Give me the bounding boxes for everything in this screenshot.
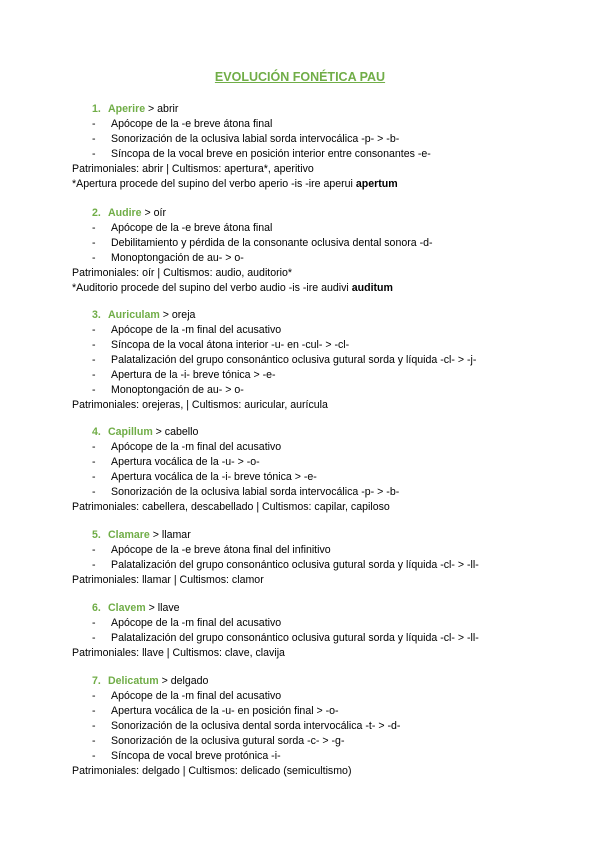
step-item: - Síncopa de vocal breve protónica -i- <box>92 750 281 762</box>
step-item: - Apertura vocálica de la -i- breve tónica > -e- <box>92 471 317 483</box>
step-item: - Monoptongación de au- > o- <box>92 252 244 264</box>
step-item: - Palatalización del grupo consonántico oclusiva gutural sorda y líquida -cl- > -j- <box>92 354 477 366</box>
summary-line: Patrimoniales: orejeras, | Cultismos: auricular, aurícula <box>72 399 328 411</box>
step-item: - Apertura de la -i- breve tónica > -e- <box>92 369 276 381</box>
result-word: > cabello <box>152 426 199 438</box>
entry-heading <box>0 601 600 616</box>
entry-number: 1. <box>92 103 101 115</box>
entry-audire <box>0 206 600 296</box>
step-item: - Palatalización del grupo consonántico oclusiva gutural sorda y líquida -cl- > -ll- <box>92 632 479 644</box>
step-item: - Apócope de la -m final del acusativo <box>92 617 282 629</box>
supine-form: auditum <box>351 282 393 294</box>
result-word: > llave <box>145 602 180 614</box>
entry-capillum <box>0 425 600 515</box>
summary-line: Patrimoniales: cabellera, descabellado | Cultismos: capilar, capiloso <box>72 501 390 513</box>
latin-word: Clamare <box>108 529 150 541</box>
entry-heading <box>0 102 600 117</box>
note-line: *Auditorio procede del supino del verbo audio -is -ire audivi auditum <box>72 282 393 294</box>
entry-aperire <box>0 102 600 192</box>
summary-line: Patrimoniales: oír | Cultismos: audio, auditorio* <box>72 267 293 279</box>
entry-heading <box>0 425 600 440</box>
entry-auriculam <box>0 308 600 413</box>
result-word: > oreja <box>159 309 196 321</box>
note-line: *Apertura procede del supino del verbo aperio -is -ire aperui apertum <box>72 178 398 190</box>
step-item: - Apócope de la -m final del acusativo <box>92 324 282 336</box>
step-item: - Monoptongación de au- > o- <box>92 384 244 396</box>
result-word: > oír <box>141 207 166 219</box>
supine-form: apertum <box>355 178 398 190</box>
entry-heading <box>0 308 600 323</box>
entry-clavem <box>0 601 600 661</box>
entry-heading <box>0 674 600 689</box>
latin-word: Auriculam <box>108 309 160 321</box>
step-item: - Síncopa de la vocal átona interior -u- en -cul- > -cl- <box>92 339 350 351</box>
entry-heading <box>0 528 600 543</box>
entry-number: 7. <box>92 675 101 687</box>
entry-number: 2. <box>92 207 101 219</box>
step-item: - Palatalización del grupo consonántico oclusiva gutural sorda y líquida -cl- > -ll- <box>92 559 479 571</box>
latin-word: Audire <box>108 207 142 219</box>
summary-line: Patrimoniales: llamar | Cultismos: clamor <box>72 574 264 586</box>
step-item: - Sonorización de la oclusiva labial sorda intervocálica -p- > -b- <box>92 486 400 498</box>
entry-number: 4. <box>92 426 101 438</box>
step-item: - Sonorización de la oclusiva dental sorda intervocálica -t- > -d- <box>92 720 401 732</box>
latin-word: Capillum <box>108 426 153 438</box>
summary-line: Patrimoniales: abrir | Cultismos: apertura*, aperitivo <box>72 163 314 175</box>
entry-heading <box>0 206 600 221</box>
step-item: - Apócope de la -e breve átona final <box>92 118 273 130</box>
summary-line: Patrimoniales: llave | Cultismos: clave, clavija <box>72 647 285 659</box>
entry-number: 5. <box>92 529 101 541</box>
step-item: - Sonorización de la oclusiva labial sorda intervocálica -p- > -b- <box>92 133 400 145</box>
step-item: - Apertura vocálica de la -u- > -o- <box>92 456 260 468</box>
latin-word: Clavem <box>108 602 146 614</box>
step-item: - Apertura vocálica de la -u- en posición final > -o- <box>92 705 339 717</box>
step-item: - Apócope de la -e breve átona final del infinitivo <box>92 544 331 556</box>
step-item: - Apócope de la -e breve átona final <box>92 222 273 234</box>
latin-word: Aperire <box>108 103 146 115</box>
step-item: - Sonorización de la oclusiva gutural sorda -c- > -g- <box>92 735 345 747</box>
page-title: EVOLUCIÓN FONÉTICA PAU <box>214 70 386 84</box>
summary-line: Patrimoniales: delgado | Cultismos: delicado (semicultismo) <box>72 765 352 777</box>
step-item: - Apócope de la -m final del acusativo <box>92 690 282 702</box>
step-item: - Síncopa de la vocal breve en posición interior entre consonantes -e- <box>92 148 431 160</box>
result-word: > llamar <box>149 529 191 541</box>
latin-word: Delicatum <box>108 675 159 687</box>
entry-number: 6. <box>92 602 101 614</box>
result-word: > delgado <box>158 675 209 687</box>
entry-delicatum <box>0 674 600 779</box>
step-item: - Apócope de la -m final del acusativo <box>92 441 282 453</box>
entry-number: 3. <box>92 309 101 321</box>
entry-clamare <box>0 528 600 588</box>
step-item: - Debilitamiento y pérdida de la consonante oclusiva dental sonora -d- <box>92 237 433 249</box>
result-word: > abrir <box>145 103 179 115</box>
